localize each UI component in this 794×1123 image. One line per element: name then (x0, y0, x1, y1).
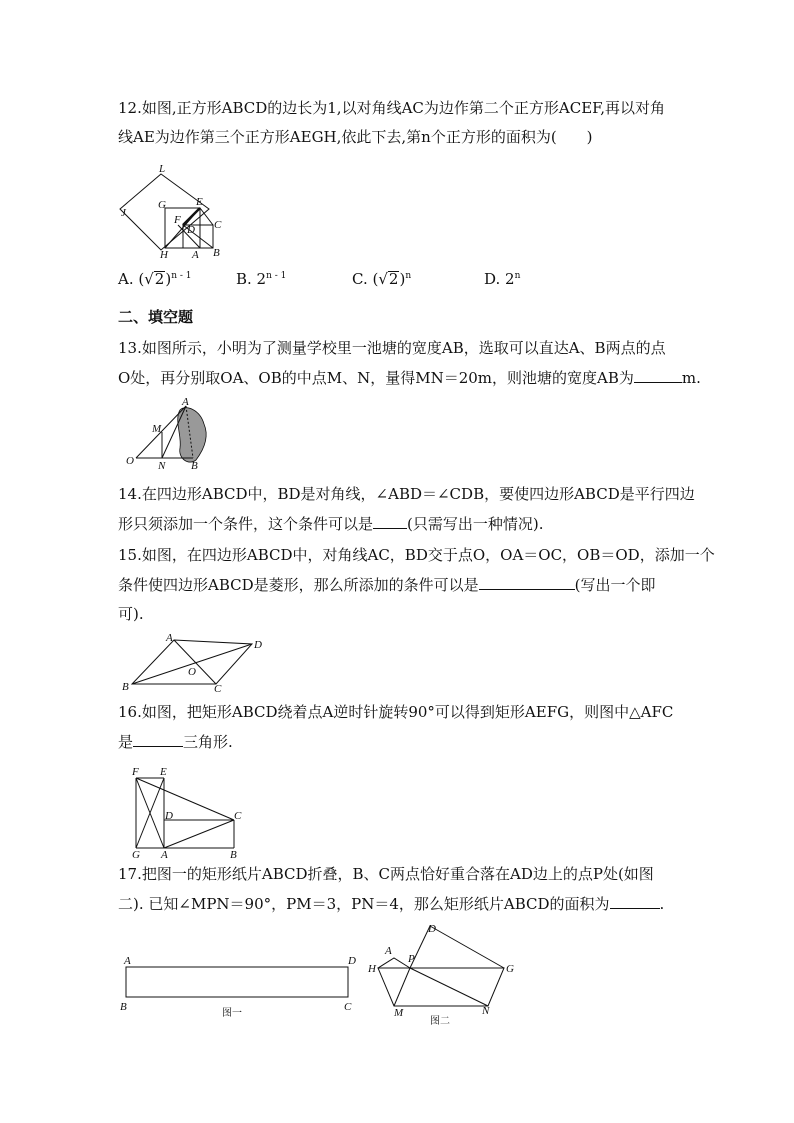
section-2-title: 二、填空题 (118, 308, 194, 326)
q12-option-d: D. 2$^n$ (484, 270, 521, 288)
q12-label-E: E (196, 196, 203, 208)
q16-figure (118, 762, 250, 862)
q17-fig2-label-P: P (408, 953, 415, 965)
q13-line-1: 13.如图所示，小明为了测量学校里一池塘的宽度AB，选取可以直达A、B两点的点 (118, 339, 666, 357)
q12-label-B: B (213, 247, 220, 259)
q17-fig1-label-C: C (344, 1001, 352, 1013)
q17-fig2-caption: 图二 (430, 1016, 450, 1027)
q17-fig1-caption: 图一 (222, 1008, 242, 1019)
q12-line-1: 12.如图,正方形ABCD的边长为1,以对角线AC为边作第二个正方形ACEF,再以对角 (118, 99, 665, 117)
q13-label-M: M (152, 423, 162, 435)
q17-fig2-label-D: D (428, 923, 436, 935)
q12-label-F: F (174, 214, 181, 226)
q15-label-O: O (188, 666, 196, 678)
q17-fig2-label-G: G (506, 963, 514, 975)
q12-label-H: H (160, 249, 168, 261)
q13-label-B: B (191, 460, 198, 472)
q15-label-D: D (254, 639, 262, 651)
q15-line-1: 15.如图，在四边形ABCD中，对角线AC，BD交于点O，OA＝OC，OB＝OD，添加一个 (118, 546, 715, 564)
q12-label-D: D (187, 224, 195, 236)
q17-line-1: 17.把图一的矩形纸片ABCD折叠，B、C两点恰好重合落在AD边上的点P处(如图 (118, 865, 654, 883)
q15-figure (118, 632, 268, 696)
q17-fig2-label-H: H (368, 963, 376, 975)
q15-label-A: A (166, 632, 173, 644)
q12-line-2: 线AE为边作第三个正方形AEGH,依此下去,第n个正方形的面积为( ) (118, 128, 593, 146)
q15-line-2: 条件使四边形ABCD是菱形，那么所添加的条件可以是 (写出一个即 (118, 576, 656, 594)
q13-figure (118, 396, 218, 472)
q17-fig1-label-D: D (348, 955, 356, 967)
q17-fig1-label-B: B (120, 1001, 127, 1013)
q15-label-B: B (122, 681, 129, 693)
q16-label-A: A (161, 849, 168, 861)
q12-figure (118, 160, 238, 260)
q16-label-G: G (132, 849, 140, 861)
q13-label-A: A (182, 396, 189, 408)
q16-label-C: C (234, 810, 242, 822)
q12-label-J: J (121, 207, 126, 219)
q17-figure-2 (364, 918, 524, 1028)
q16-label-F: F (132, 766, 139, 778)
q16-label-D: D (165, 810, 173, 822)
q12-label-L: L (159, 163, 166, 175)
q17-fig2-label-A: A (385, 945, 392, 957)
q12-label-C: C (214, 219, 222, 231)
q13-label-O: O (126, 455, 134, 467)
q12-label-A: A (192, 249, 199, 261)
q17-line-2: 二). 已知∠MPN＝90°，PM＝3，PN＝4，那么矩形纸片ABCD的面积为 . (118, 895, 665, 913)
q14-line-2: 形只须添加一个条件，这个条件可以是 (只需写出一种情况). (118, 515, 544, 533)
q15-line-3: 可). (118, 605, 144, 623)
q17-fig1-label-A: A (124, 955, 131, 967)
q16-line-2: 是 三角形. (118, 733, 233, 751)
q12-option-a: A. $(√2)^{n - 1}$ (118, 270, 192, 288)
q12-label-G: G (158, 199, 166, 211)
q16-label-E: E (160, 766, 167, 778)
q13-label-N: N (158, 460, 166, 472)
q16-line-1: 16.如图，把矩形ABCD绕着点A逆时针旋转90°可以得到矩形AEFG，则图中△AFC (118, 703, 674, 721)
q12-option-c: C. $(√2)^n$ (352, 270, 412, 288)
q17-fig2-label-N: N (482, 1005, 490, 1017)
q14-line-1: 14.在四边形ABCD中，BD是对角线，∠ABD＝∠CDB，要使四边形ABCD是平行四边 (118, 485, 695, 503)
q17-fig2-label-M: M (394, 1007, 404, 1019)
q17-figure-1 (118, 950, 368, 1024)
q15-label-C: C (214, 683, 222, 695)
q12-option-b: B. 2$^{n - 1}$ (236, 270, 287, 288)
q16-label-B: B (230, 849, 237, 861)
q13-line-2: O处，再分别取OA、OB的中点M、N，量得MN＝20m，则池塘的宽度AB为 m. (118, 369, 701, 387)
